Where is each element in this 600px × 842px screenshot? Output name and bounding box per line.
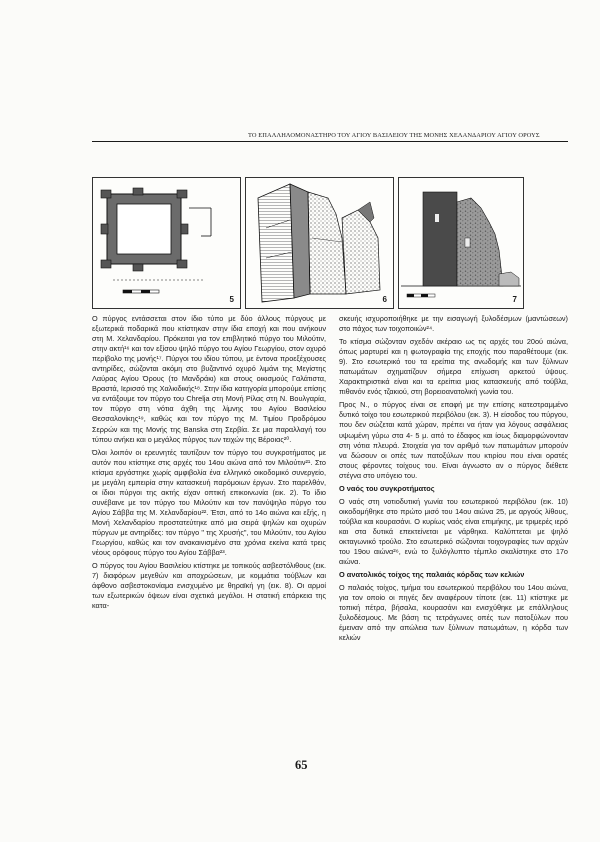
paragraph: Ο παλαιός τοίχος, τμήμα του εσωτερικού περιβόλου του 14ου αιώνα, για τον οποίο οι πηγές δεν αναφέρουν τίποτε (εικ. 11) κτίστηκε με τοπική πέτρα, βήσαλα, κουρασάνι και ενισχύθηκε με επάλληλους ξυλοδέσμους. Με βάση τις τετράγωνες οπές των πατοξύλων που έμειναν από την απώλεια των ξύλινων πατωμάτων, η κόρδα των κελιών	[339, 583, 568, 643]
figure-7-elevation	[398, 177, 524, 309]
paragraph: Ο ναός στη νοτιοδυτική γωνία του εσωτερικού περιβόλου (εικ. 10) οικοδομήθηκε στο πρώτο μισό του 14ου αιώνα 25, με αργούς λίθους, τούβλα και κουρασάνι. Ο κυρίως ναός είναι επιμήκης, με τριμερές ιερό και στα δυτικά επεκτείνεται με νάρθηκα. Καλύπτεται με ψηλό οκταγωνικό τρούλο. Στο εσωτερικό σώζονται τοιχογραφίες των αρχών του 19ου αιώνα²⁶, ενώ το ξυλόγλυπτο τέμπλο σκαλίστηκε στο 17ο αιώνα.	[339, 496, 568, 567]
paragraph: Ο πύργος του Αγίου Βασιλείου κτίστηκε με τοπικούς ασβεστόλιθους (εικ. 7) διαφόρων μεγεθών και αποχρώσεων, με κομμάτια τούβλων και άφθονο ασβεστοκονίαμα ενισχυμένο με θηραϊκή γη (εικ. 8). Οι αρμοί των εξωτερικών όψεων είναι σχετικά μεγάλοι. Η στατική επάρκεια της κατα-	[92, 561, 326, 611]
figure-6-axonometric	[245, 177, 394, 309]
plan-drawing	[93, 178, 240, 308]
paragraph: Όλοι λοιπόν οι ερευνητές ταυτίζουν τον πύργο του συγκροτήματος με αυτόν που κτίστηκε στις αρχές του 14ου αιώνα από τον Μιλούτιν²¹. Στο κτίσμα εργάστηκε χωρίς αμφιβολία ένα ελληνικό οικοδομικό συνεργείο, με μεγάλη εμπειρία στην κατασκευή παρόμοιων έργων. Στο παρελθόν, οι ίδιοι πύργοι της ακτής είχαν οπτική επικοινωνία (εικ. 2). Το ίδιο συνέβαινε με τον πύργο του Μιλούτιν και τον πανύψηλο πύργο του Αγίου Σάββα της Μ. Χελανδαρίου²². Έτσι, από το 14ο αιώνα και εξής, η Μονή Χελανδαρίου προστατεύτηκε από μια σειρά ψηλών και οχυρών πύργων με αντηρίδες: τον πύργο " της Χρυσής", του Μιλούτιν, του Αγίου Γεωργίου, καθώς και τον ανακαινισμένο στα χρόνια εκείνα κατά τρεις νέους ορόφους πύργο του Αγίου Σάββα²³.	[92, 447, 326, 558]
paragraph: Ο πύργος εντάσσεται στον ίδιο τύπο με δύο άλλους πύργους με εξωτερικά ποδαρικά που κτίστηκαν στην ίδια εποχή και που ανήκουν στη Μ. Χελανδαρίου. Πρόκειται για τον επιβλητικό πύργο του Μιλούτιν, στην ακτή¹⁶ και τον εξίσου ψηλό πύργο του Αγίου Γεωργίου, στον οχυρό περίβολο της μονής¹⁷. Πύργοι του ιδίου τύπου, με έντονα προεξέχουσες αντηρίδες, σώζονται ακόμη στο βυζαντινό οχυρό λιμάνι της Μεγίστης Λαύρας Αγίου Όρους (το Μανδράκι) και στους οικισμούς Γαλάτιστα, Βραστά, Ιερισσό της Χαλκιδικής¹⁸. Στην ίδια κατηγορία μπορούμε επίσης να εντάξουμε τον πύργο του Chrelja στη Μονή Ρίλας στη Ν. Βουλγαρία, τον πύργο στη νότια άχθη της λίμνης του Αγίου Βασιλείου Θεσσαλονίκης¹⁹, καθώς και τον πύργο της Μ. Τιμίου Προδρόμου Σερρών και της Μονής της Banska στη Σερβία. Σε μια παραλλαγή του τύπου ανήκει και ο μεγάλος πύργος των τειχών της Βέροιας²⁰.	[92, 314, 326, 444]
running-header: ΤΟ ΕΠΑΛΛΗΛΟΜΟΝΑΣΤΗΡΟ ΤΟΥ ΑΓΙΟΥ ΒΑΣΙΛΕΙΟΥ ΤΗΣ ΜΟΝΗΣ ΧΕΛΑΝΔΑΡΙΟΥ ΑΓΙΟΥ ΟΡΟΥΣ	[248, 132, 540, 139]
elevation-drawing	[399, 178, 523, 308]
figure-6-number: 6	[382, 295, 387, 304]
left-column	[92, 314, 326, 614]
section-heading: Ο ανατολικός τοίχος της παλαιάς κόρδας των κελιών	[339, 570, 525, 580]
paragraph: σκευής ισχυροποιήθηκε με την εισαγωγή ξυλοδέσμων (μαντώσεων) στο πάχος των τοιχοποιιών²⁴.	[339, 314, 568, 334]
section-heading: Ο ναός του συγκροτήματος	[339, 483, 435, 493]
figure-5-plan	[92, 177, 241, 309]
axonometric-drawing	[246, 178, 393, 308]
figure-5-number: 5	[229, 295, 234, 304]
paragraph: Το κτίσμα σώζονταν σχεδόν ακέραιο ως τις αρχές του 20ού αιώνα, όπως μαρτυρεί και η φωτογραφία της εποχής που παραθέτουμε (εικ. 9). Στο εσωτερικό του τα ερείπια της ανωδομής και των ξύλινων πατωμάτων σχηματίζουν σήμερα επίχωση αρκετού ύψους. Χαρακτηριστικά είναι και τα ερείπια μιας κατασκευής από τούβλα, πιθανόν ενός τζακιού, στη βορειοανατολική γωνία του.	[339, 337, 568, 397]
right-column	[339, 314, 568, 646]
figure-7-number: 7	[512, 295, 517, 304]
page-number: 65	[295, 758, 308, 772]
paragraph: Προς Ν., ο πύργος είναι σε επαφή με την επίσης κατεστραμμένο δυτικό τοίχο του εσωτερικού περιβόλου (εικ. 3). Η είσοδος του πύργου, που δεν σώζεται κατά χώραν, πρέπει να ήταν για λόγους ασφάλειας υψωμένη γύρω στα 4- 5 μ. από το έδαφος και ίσως διαμορφώνονταν στη νότια πλευρά. Στοιχεία για τον αριθμό των πατωμάτων μπορούν να δώσουν οι οπές των πατοξύλων που κτιρίου που είναι ορατές στους φέροντες τοίχους του. Είναι άγνωστο αν ο πύργος διέθετε στέγνα στο υπόγειο του.	[339, 400, 568, 480]
header-rule	[92, 141, 568, 142]
